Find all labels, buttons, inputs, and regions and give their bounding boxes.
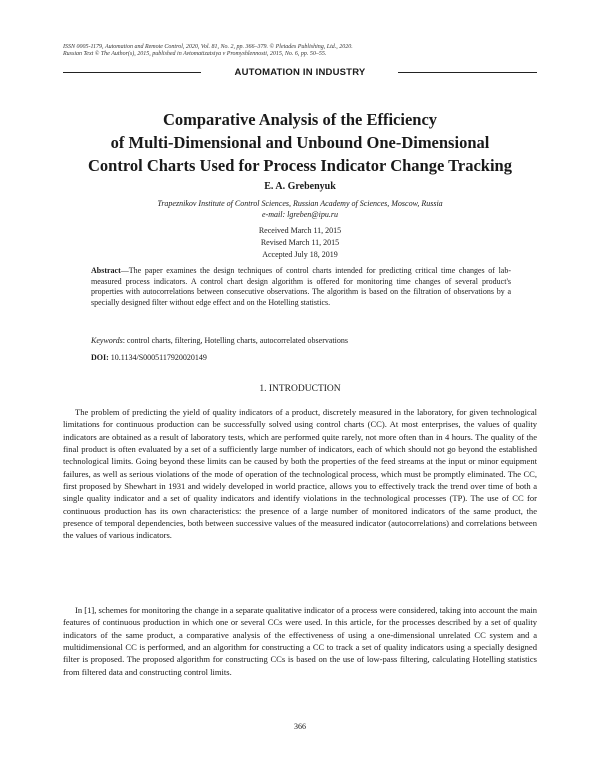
affiliation-block [0,198,600,220]
section-label: AUTOMATION IN INDUSTRY [234,67,366,78]
affiliation: Trapeznikov Institute of Control Sciences, Russian Academy of Sciences, Moscow, Russia [157,199,443,208]
page-number: 366 [294,722,306,731]
keywords-text: : control charts, filtering, Hotelling charts, autocorrelated observations [122,336,348,345]
journal-meta-line-2: Russian Text © The Author(s), 2015, published in Avtomatizatsiya v Promyshlennosti, 2015, No. 6, pp. 50–55. [63,51,327,57]
section-rule-right [398,72,537,73]
doi-value: 10.1134/S0005117920020149 [108,353,207,362]
accepted-date: Accepted July 18, 2019 [262,249,338,259]
keywords-label: Keywords [91,336,123,345]
abstract-label: Abstract [91,266,121,275]
dates-block [0,225,600,260]
keywords [91,336,511,345]
title-line-3: Control Charts Used for Process Indicator Change Tracking [88,156,512,175]
author-email: e-mail: lgreben@ipu.ru [262,210,338,219]
section-heading-introduction: 1. INTRODUCTION [259,384,341,394]
abstract-text: —The paper examines the design techniques of control charts intended for predicting critical time changes of lab-measured process indicators. A control chart design algorithm is offered for monitoring time changes of several product's properties with autocorrelations between consecutive observations. The algorithm is based on the filtration of observations by a specially designed filter without edge effect and on the Hotelling statistics. [91,266,511,307]
intro-paragraph-2: In [1], schemes for monitoring the change in a separate qualitative indicator of a process were considered, taking into account the main features of continuous production in which one or several CCs were used. In this article, for the processes described by a set of quality indicators of the same product, a comparative analysis of the effectiveness of using a one-dimensional unrelated CC system and a multidimensional CC is performed, and an algorithm for constructing a CC to track a set of quality indicators using a specially designed filter is proposed. The proposed algorithm for constructing CCs is based on the use of low-pass filtering, calculating Hotelling statistics from filtered data and constructing control limits. [63,605,537,677]
revised-date: Revised March 11, 2015 [260,237,340,247]
title-line-1: Comparative Analysis of the Efficiency [162,110,438,129]
author-name: E. A. Grebenyuk [264,181,336,192]
received-date: Received March 11, 2015 [258,226,342,235]
doi-label: DOI: [91,353,109,362]
title-line-2: of Multi-Dimensional and Unbound One-Dimensional [110,133,490,152]
journal-meta-line-1: ISSN 0005-1179, Automation and Remote Control, 2020, Vol. 81, No. 2, pp. 366–379. © Pleiades Publishing, Ltd., 2020. [63,44,353,50]
article-title [0,108,600,177]
intro-paragraph-1: The problem of predicting the yield of quality indicators of a product, discretely measured in the laboratory, for given technological limitations for continuous production can be successfully solved using control charts (CC). At most enterprises, the values of quality indicators are obtained as a result of laboratory tests, which are performed quite rarely, not more often than in 4 hours. The quality of the final product is often evaluated by a set of a sufficiently large number of indicators, each of which should not go beyond the established technological limits. Going beyond these limits can be caused by both the properties of the feed streams at the input or minor equipment failures, as well as serious violations of the mode of operation of the technological process, which must be promptly eliminated. The CC, first proposed by Shewhart in 1931 and widely developed in world practice, allows you to effectively track the trend over time of both a single quality indicator and a set of quality indicators and identify violations in the technological processes (TP). The use of CC for continuous production has its own characteristics: the presence of a large number of monitored indicators of the same product, the presence of temporal dependencies, both between successive values of the measured indicator (autocorrelations) and correlations between the values of various indicators. [63,407,537,541]
abstract [91,266,511,308]
doi [91,353,511,362]
